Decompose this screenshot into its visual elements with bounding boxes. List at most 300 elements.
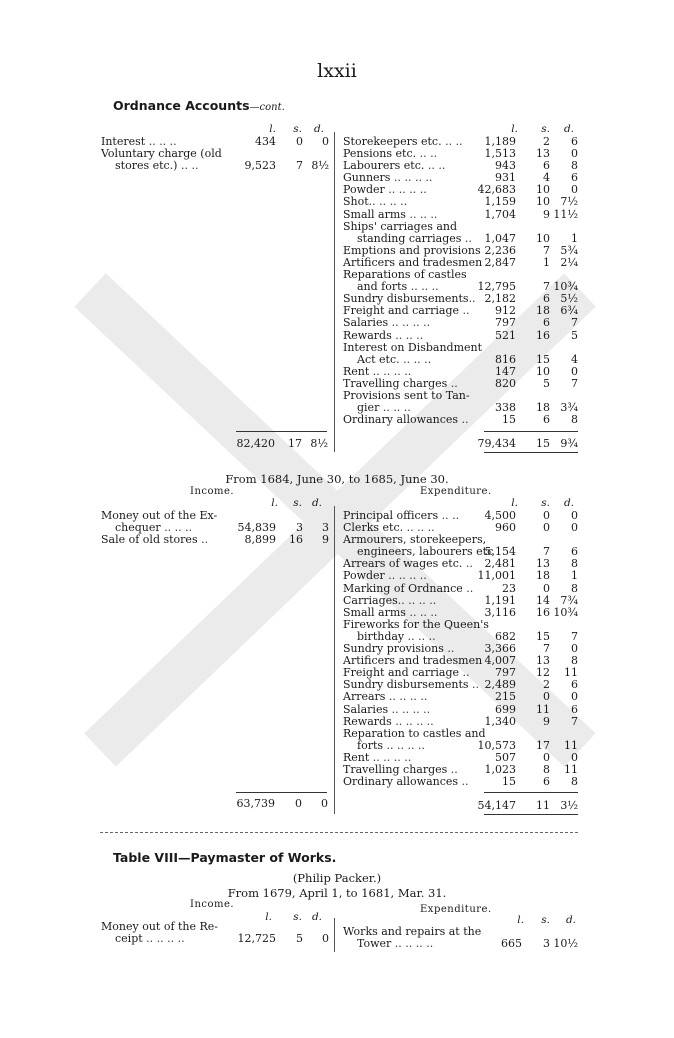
total-shillings: 15 [536,437,550,450]
amount-pence: 0 [571,750,578,764]
account-row [343,716,578,728]
account-label: standing carriages .. [357,231,472,245]
amount-pounds: 42,683 [477,183,516,197]
leader-dots: .. [459,666,470,680]
amount-shillings: 11 [536,702,550,716]
section3-expenditure-list [343,926,578,950]
amount-pence: 3¾ [560,401,578,415]
person-name: (Philip Packer.) [292,871,382,885]
amount-shillings: 10 [536,183,550,197]
account-label: Freight and carriage .. [343,304,470,318]
leader-dots: .. .. .. [403,521,435,535]
unit-pounds: l. [271,497,278,509]
account-label: Clerks etc. .. .. .. [343,521,435,535]
expenditure-label: Expenditure. [420,486,492,497]
account-label: Labourers etc. .. .. [343,159,446,173]
amount-pence: 10¾ [553,280,578,294]
unit-pounds: l. [269,123,276,135]
amount-pounds: 338 [495,401,516,415]
amount-pounds: 912 [495,304,516,318]
amount-pounds: 1,159 [484,195,516,209]
amount-pounds: 9,523 [244,159,276,173]
column-divider [334,918,335,952]
account-row [343,342,578,354]
amount-pence: 0 [571,364,578,378]
amount-pence: 9 [322,533,329,547]
amount-pence: 0 [322,135,329,148]
account-label: Shot.. .. .. .. [343,195,408,209]
account-label: birthday .. .. .. [357,629,436,643]
total-pence: 0 [321,797,328,810]
amount-pence: 6 [571,702,578,716]
amount-pence: 0 [571,521,578,535]
amount-shillings: 5 [543,376,550,390]
amount-pence: 6¾ [560,304,578,318]
account-label: Powder .. .. .. .. [343,183,427,197]
leader-dots: .. .. [441,135,463,148]
amount-pounds: 1,704 [484,207,516,221]
leader-dots: .. .. [424,159,446,173]
leader-dots: .. [468,292,476,306]
amount-shillings: 18 [536,304,550,318]
account-label: Reparation to castles and [343,726,486,740]
account-label: gier .. .. .. [357,401,411,415]
amount-shillings: 9 [543,714,550,728]
amount-shillings: 1 [543,255,550,269]
amount-shillings: 13 [536,557,550,571]
leader-dots: .. [462,581,474,595]
account-label: Sundry disbursements.. [343,292,476,306]
account-label: Armourers, storekeepers, [343,533,487,547]
section-heading-text: Ordnance Accounts [113,98,250,113]
column-divider [334,132,335,452]
amount-pounds: 4,500 [484,509,516,522]
amount-pence: 3 [322,521,329,535]
amount-pence: 7 [571,629,578,643]
section-separator [100,832,578,833]
amount-pounds: 12,725 [237,932,276,946]
unit-pounds: l. [517,914,524,926]
account-row [343,317,578,329]
amount-pounds: 5,154 [484,545,516,559]
amount-pence: 0 [571,642,578,656]
amount-pounds: 1,191 [484,593,516,607]
amount-shillings: 15 [536,352,550,366]
amount-pounds: 215 [495,690,516,704]
section-heading-suffix: —cont. [249,102,285,113]
amount-shillings: 16 [536,605,550,619]
amount-pence: 6 [571,171,578,185]
section2-income-list [101,510,329,546]
leader-dots: .. [461,231,472,245]
amount-pounds: 147 [495,364,516,378]
amount-pounds: 699 [495,702,516,716]
account-label: Reparations of castles [343,268,467,282]
amount-shillings: 4 [543,171,550,185]
section2-expenditure-list [343,510,578,788]
unit-pounds: l. [511,123,518,135]
amount-pence: 0 [571,690,578,704]
section-heading [113,98,285,113]
leader-dots: .. .. .. .. [368,195,408,209]
amount-shillings: 9 [543,207,550,221]
unit-pence: d. [311,911,322,923]
amount-shillings: 7 [543,545,550,559]
amount-pence: 8 [571,159,578,173]
leader-dots: .. .. .. .. [391,714,434,728]
amount-shillings: 0 [543,521,550,535]
leader-dots: .. .. .. .. [384,569,427,583]
amount-shillings: 7 [543,280,550,294]
amount-pounds: 507 [495,750,516,764]
account-label: Money out of the Ex- [101,509,218,522]
amount-pence: 8 [571,557,578,571]
account-label: Emptions and provisions [343,243,481,257]
amount-pounds: 797 [495,316,516,330]
amount-shillings: 0 [543,581,550,595]
amount-shillings: 18 [536,569,550,583]
leader-dots: .. .. .. .. [385,690,428,704]
amount-shillings: 10 [536,231,550,245]
amount-pence: 0 [571,509,578,522]
unit-pence: d. [313,123,324,135]
account-label: Provisions sent to Tan- [343,388,470,402]
amount-pence: 4 [571,352,578,366]
leader-dots: .. .. .. .. [142,932,185,946]
account-label: Artificers and tradesmen [343,255,483,269]
amount-shillings: 13 [536,654,550,668]
leader-dots: .. .. .. .. [391,937,434,951]
account-label: Gunners .. .. .. .. [343,171,433,185]
account-label: Ordinary allowances .. [343,775,469,789]
unit-shillings: s. [293,497,302,509]
amount-pounds: 1,023 [484,762,516,776]
amount-pence: 0 [571,147,578,161]
account-row [101,534,329,546]
amount-pence: 8 [571,413,578,427]
leader-dots: .. .. .. [405,207,438,221]
amount-pounds: 665 [501,937,522,951]
total-pence: 3½ [560,799,578,812]
account-label: forts .. .. .. .. [357,738,425,752]
account-label: Works and repairs at the [343,925,482,938]
amount-pounds: 820 [495,376,516,390]
account-row [343,209,578,221]
amount-pence: 11 [564,666,578,680]
leader-dots: .. [197,533,209,547]
column-divider [334,506,335,814]
amount-pence: 0 [322,932,329,946]
unit-pence: d. [563,497,574,509]
leader-dots: .. .. .. .. [388,702,431,716]
account-label: stores etc.) .. .. [115,159,199,173]
amount-shillings: 2 [543,678,550,692]
leader-dots: .. [447,376,458,390]
amount-shillings: 7 [543,243,550,257]
amount-pence: 8½ [311,159,329,173]
expenditure-label: Expenditure. [420,904,492,915]
amount-pence: 11½ [553,207,578,221]
amount-shillings: 16 [536,328,550,342]
leader-dots: .. .. .. .. [388,316,431,330]
account-row [343,704,578,716]
amount-pounds: 2,847 [484,255,516,269]
leader-dots: .. [443,642,455,656]
unit-pounds: l. [511,497,518,509]
total-rule [236,431,327,432]
leader-dots: .. [468,678,480,692]
amount-pounds: 3,366 [484,642,516,656]
amount-shillings: 6 [543,775,550,789]
amount-pence: 2¼ [560,255,578,269]
amount-shillings: 3 [296,521,303,535]
leader-dots: .. .. .. .. [384,183,427,197]
section1-income-list [101,136,329,172]
account-label: Interest .. .. .. [101,135,177,148]
account-label: Salaries .. .. .. .. [343,316,431,330]
account-label: Rewards .. .. .. .. [343,714,434,728]
total-rule [484,792,578,793]
amount-shillings: 0 [543,690,550,704]
account-label: Sundry provisions .. [343,642,455,656]
account-row [343,938,578,950]
amount-shillings: 12 [536,666,550,680]
leader-dots: .. .. .. .. [369,750,412,764]
amount-shillings: 0 [543,750,550,764]
amount-pounds: 2,481 [484,557,516,571]
unit-pounds: l. [265,911,272,923]
leader-dots: .. [458,413,469,427]
amount-pounds: 3,116 [484,605,516,619]
amount-pence: 1 [571,231,578,245]
amount-pence: 6 [571,135,578,148]
amount-pence: 7½ [560,195,578,209]
account-row [343,583,578,595]
leader-dots: .. .. .. [404,629,436,643]
amount-shillings: 8 [543,762,550,776]
account-label: Rewards .. .. .. [343,328,424,342]
total-pence: 8½ [310,437,328,450]
account-label: Salaries .. .. .. .. [343,702,431,716]
account-label: Tower .. .. .. .. [357,937,434,951]
amount-pence: 5¾ [560,243,578,257]
leader-dots: .. .. [416,147,438,161]
account-label: Marking of Ordnance .. [343,581,474,595]
total-rule [484,814,578,815]
amount-pounds: 816 [495,352,516,366]
account-row [343,595,578,607]
account-label: engineers, labourers etc [357,545,494,559]
total-pounds: 63,739 [236,797,275,810]
leader-dots: .. .. .. .. [383,738,425,752]
account-label: Freight and carriage .. [343,666,470,680]
account-label: Pensions etc. .. .. [343,147,438,161]
amount-pence: 6 [571,678,578,692]
unit-shillings: s. [293,911,302,923]
amount-pounds: 943 [495,159,516,173]
total-rule [484,452,578,453]
amount-pounds: 2,236 [484,243,516,257]
total-rule [484,431,578,432]
amount-pounds: 15 [502,413,516,427]
amount-shillings: 0 [543,509,550,522]
amount-pounds: 1,513 [484,147,516,161]
account-row [101,160,329,172]
amount-pounds: 1,189 [484,135,516,148]
account-label: Sale of old stores .. [101,533,209,547]
total-pounds: 82,420 [236,437,275,450]
leader-dots: .. .. .. [399,352,432,366]
total-rule [236,792,327,793]
amount-pence: 8 [571,654,578,668]
income-label: Income. [190,486,235,497]
leader-dots: .. [458,775,469,789]
account-label: Money out of the Re- [101,920,219,933]
amount-pence: 10¾ [553,605,578,619]
leader-dots: .. .. .. [391,328,424,342]
amount-pence: 10½ [553,937,578,951]
amount-pounds: 931 [495,171,516,185]
account-label: Fireworks for the Queen's [343,617,489,631]
unit-shillings: s. [541,497,550,509]
amount-pence: 0 [571,183,578,197]
total-pounds: 54,147 [477,799,516,812]
amount-shillings: 17 [536,738,550,752]
amount-pounds: 15 [502,775,516,789]
account-label: Rent .. .. .. .. [343,750,412,764]
unit-pence: d. [565,914,576,926]
account-label: and forts .. .. .. [357,280,439,294]
amount-pounds: 1,340 [484,714,516,728]
amount-pounds: 4,007 [484,654,516,668]
amount-shillings: 10 [536,364,550,378]
income-label: Income. [190,899,235,910]
amount-shillings: 18 [536,401,550,415]
amount-pence: 5½ [560,292,578,306]
unit-shillings: s. [541,914,550,926]
account-label: Arrears of wages etc. .. [343,557,473,571]
account-label: Principal officers .. .. [343,509,460,522]
account-label: Small arms .. .. .. [343,605,438,619]
amount-pounds: 23 [502,581,516,595]
amount-shillings: 5 [296,932,303,946]
total-pounds: 79,434 [477,437,516,450]
total-shillings: 0 [295,797,302,810]
table-heading: Table VIII—Paymaster of Works. [113,850,337,865]
period-heading: From 1679, April 1, to 1681, Mar. 31. [227,886,447,900]
amount-pounds: 1,047 [484,231,516,245]
account-label: Act etc. .. .. .. [357,352,432,366]
amount-shillings: 6 [543,413,550,427]
amount-pounds: 12,795 [477,280,516,294]
amount-shillings: 16 [289,533,303,547]
unit-pence: d. [311,497,322,509]
account-label: Travelling charges .. [343,762,458,776]
total-shillings: 11 [536,799,550,812]
account-label: Ordinary allowances .. [343,413,469,427]
amount-pence: 5 [571,328,578,342]
amount-pence: 11 [564,762,578,776]
amount-shillings: 6 [543,316,550,330]
account-label: chequer .. .. .. [115,521,193,535]
account-row [343,330,578,342]
amount-shillings: 7 [296,159,303,173]
amount-pounds: 682 [495,629,516,643]
account-row [343,728,578,740]
leader-dots: .. .. .. .. [390,171,433,185]
amount-shillings: 7 [543,642,550,656]
account-label: Ships' carriages and [343,219,458,233]
account-label: Powder .. .. .. .. [343,569,427,583]
unit-shillings: s. [541,123,550,135]
account-label: Rent .. .. .. .. [343,364,412,378]
amount-pence: 6 [571,545,578,559]
amount-pence: 7 [571,714,578,728]
account-row [343,414,578,426]
amount-pence: 8 [571,581,578,595]
account-row [343,196,578,208]
amount-shillings: 6 [543,292,550,306]
leader-dots: .. [459,304,470,318]
account-label: Interest on Disbandment [343,340,483,354]
account-label: Travelling charges .. [343,376,458,390]
account-row [101,933,329,945]
total-shillings: 17 [288,437,302,450]
section1-expenditure-list [343,136,578,426]
account-label: ceipt .. .. .. .. [115,932,185,946]
amount-pence: 11 [564,738,578,752]
amount-pounds: 434 [255,135,276,148]
leader-dots: .. .. .. .. [369,364,412,378]
leader-dots: .. .. .. [145,135,177,148]
amount-pounds: 2,489 [484,678,516,692]
amount-pence: 7 [571,376,578,390]
account-label: Storekeepers etc. .. .. [343,135,463,148]
amount-shillings: 10 [536,195,550,209]
amount-shillings: 13 [536,147,550,161]
leader-dots: .. .. .. .. [397,593,437,607]
unit-shillings: s. [293,123,302,135]
amount-pence: 7 [571,316,578,330]
leader-dots: .. .. .. [405,605,438,619]
amount-shillings: 3 [543,937,550,951]
total-pence: 9¾ [560,437,578,450]
account-row [343,570,578,582]
amount-shillings: 6 [543,159,550,173]
section3-income-list [101,921,329,945]
account-label: Arrears .. .. .. .. [343,690,428,704]
leader-dots: .. .. .. [160,521,193,535]
leader-dots: .. .. [177,159,199,173]
amount-pence: 1 [571,569,578,583]
account-label: Small arms .. .. .. [343,207,438,221]
leader-dots: .. [462,557,473,571]
amount-pounds: 960 [495,521,516,535]
page-number: lxxii [317,60,357,82]
leader-dots: .. .. .. [379,401,411,415]
account-row [343,776,578,788]
amount-pounds: 521 [495,328,516,342]
amount-pence: 8 [571,775,578,789]
period-heading: From 1684, June 30, to 1685, June 30. [225,472,449,486]
amount-pounds: 2,182 [484,292,516,306]
amount-pounds: 8,899 [244,533,276,547]
leader-dots: .. [447,762,458,776]
amount-pounds: 797 [495,666,516,680]
account-label: Voluntary charge (old [101,147,222,161]
amount-shillings: 14 [536,593,550,607]
account-row [343,691,578,703]
